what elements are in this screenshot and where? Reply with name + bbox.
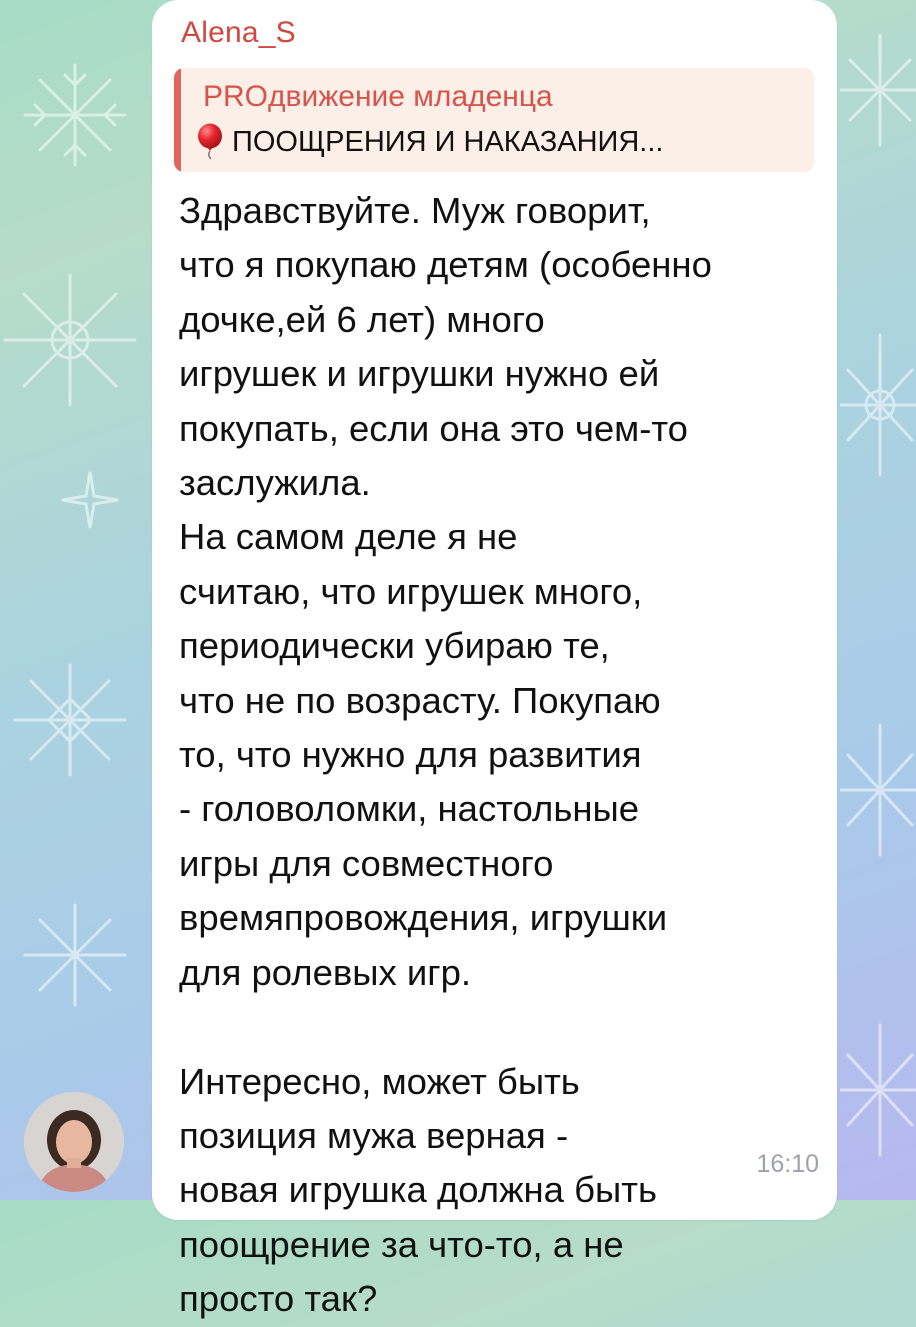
snowflake-doodle-icon [840, 30, 916, 150]
message-time: 16:10 [756, 1150, 819, 1178]
reply-accent-bar [174, 68, 181, 172]
message-line: просто так? [179, 1278, 378, 1320]
message-line: На самом деле я не [179, 516, 518, 558]
message-line: что не по возрасту. Покупаю [179, 679, 661, 721]
reply-text-row [196, 123, 801, 161]
message-line: поощрение за что-то, а не [179, 1223, 624, 1265]
message-line: периодически убираю те, [179, 625, 610, 667]
snowflake-doodle-icon [20, 900, 130, 1010]
snowflake-doodle-icon [840, 330, 916, 480]
message-line: игры для совместного [179, 842, 554, 884]
reply-title: PROдвижение младенца [203, 80, 553, 113]
message-line: дочке,ей 6 лет) много [179, 298, 545, 340]
message-text [179, 184, 819, 1327]
message-bubble[interactable] [152, 0, 837, 1320]
reply-text: ПООЩРЕНИЯ И НАКАЗАНИЯ... [232, 125, 664, 158]
message-line: - головоломки, настольные [179, 788, 640, 830]
message-line: игрушек и игрушки нужно ей [179, 353, 660, 395]
message-line: Интересно, может быть [179, 1060, 580, 1102]
snowflake-doodle-icon [840, 720, 916, 860]
snowflake-doodle-icon [20, 60, 130, 170]
message-line: считаю, что игрушек много, [179, 570, 643, 612]
sender-name[interactable]: Alena_S [181, 16, 296, 49]
sender-avatar[interactable] [24, 1092, 124, 1192]
message-line: заслужила. [179, 462, 371, 504]
red-balloon-icon [196, 123, 224, 161]
message-line: что я покупаю детям (особенно [179, 244, 712, 286]
sparkle-doodle-icon [60, 470, 120, 530]
snowflake-doodle-icon [10, 660, 130, 780]
reply-preview[interactable] [174, 68, 814, 172]
message-line: покупать, если она это чем-то [179, 407, 688, 449]
message-line: Здравствуйте. Муж говорит, [179, 190, 651, 231]
message-line: позиция мужа верная - [179, 1114, 569, 1156]
snowflake-doodle-icon [0, 270, 140, 410]
message-line: времяпровождения, игрушки [179, 897, 668, 939]
avatar-photo [24, 1092, 124, 1192]
snowflake-doodle-icon [840, 1020, 916, 1160]
message-line: для ролевых игр. [179, 951, 472, 993]
message-line: новая игрушка должна быть [179, 1169, 657, 1211]
message-line [179, 1000, 819, 1054]
message-line: то, что нужно для развития [179, 734, 642, 776]
